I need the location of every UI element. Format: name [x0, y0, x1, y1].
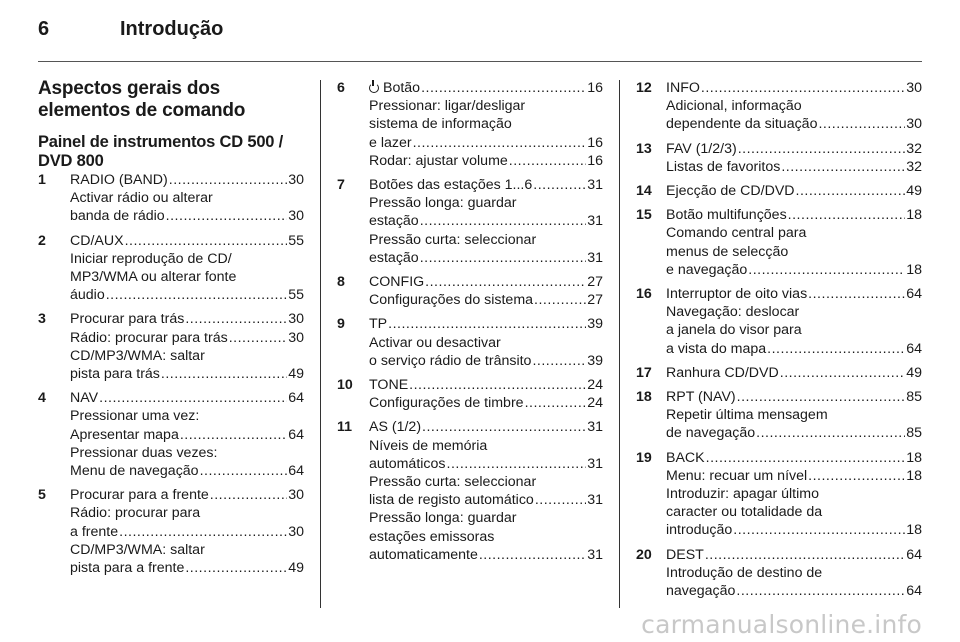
entry-line [369, 152, 603, 170]
page-reference-link[interactable]: 18 [906, 522, 922, 539]
entry-line [369, 334, 603, 352]
entry-line [369, 437, 603, 455]
entry-number: 7 [337, 177, 345, 194]
entry-text: Interruptor de oito vias [666, 286, 808, 303]
entry-text: Ranhura CD/DVD [666, 364, 779, 381]
page-reference-link[interactable]: 49 [288, 366, 304, 383]
dot-leader [210, 486, 287, 504]
dot-leader [169, 171, 287, 189]
entry-text: estação [369, 213, 419, 230]
entry-line [70, 189, 304, 207]
entry-text: RPT (NAV) [666, 389, 736, 406]
entry-line [369, 315, 603, 333]
entry-text: Activar rádio ou alterar [70, 190, 213, 207]
entry-text: Rodar: ajustar volume [369, 152, 508, 169]
entry-line [666, 261, 922, 279]
control-entry-7 [337, 176, 603, 267]
entry-text: Pressionar: ligar/desligar [369, 98, 526, 115]
entry-number: 3 [38, 311, 46, 328]
entry-text: a frente [70, 523, 119, 540]
entry-text: Botões das estações 1...6 [369, 177, 533, 194]
control-entry-11 [337, 418, 603, 564]
dot-leader [422, 418, 586, 436]
control-entry-19 [636, 449, 922, 540]
control-entry-10 [337, 376, 603, 412]
control-entry-20 [636, 546, 922, 601]
dot-leader [180, 426, 287, 444]
dot-leader [756, 424, 905, 442]
entry-line [369, 231, 603, 249]
entry-line [70, 268, 304, 286]
entry-text: Comando central para [666, 225, 807, 242]
entry-number: 14 [636, 183, 652, 200]
page-reference-link[interactable]: 18 [906, 467, 922, 484]
entry-text: a janela do visor para [666, 322, 802, 339]
entry-text: Níveis de memória [369, 437, 488, 454]
entry-line [369, 176, 603, 194]
dot-leader [409, 376, 586, 394]
page-reference-link[interactable]: 31 [587, 546, 603, 563]
entry-text: AS (1/2) [369, 419, 422, 436]
entry-line [369, 212, 603, 230]
page-reference-link[interactable]: 64 [288, 463, 304, 480]
entries-column-2 [337, 79, 603, 564]
entry-text: RADIO (BAND) [70, 172, 168, 188]
page-reference-link[interactable]: 30 [906, 80, 922, 96]
page-reference-link[interactable]: 64 [288, 426, 304, 443]
dot-leader [788, 206, 906, 224]
entry-text: navegação [666, 583, 736, 600]
entry-line [666, 340, 922, 358]
entry-number: 15 [636, 207, 652, 224]
dot-leader [185, 310, 287, 328]
page-reference-link[interactable]: 16 [587, 152, 603, 169]
entry-line [666, 321, 922, 339]
entry-text: Pressão longa: guardar [369, 195, 517, 212]
entry-text: dependente da situação [666, 116, 818, 133]
dot-leader [420, 249, 587, 267]
entry-line [666, 388, 922, 406]
control-entry-13 [636, 140, 922, 176]
power-icon [369, 83, 379, 93]
page-reference-link[interactable]: 30 [288, 329, 304, 346]
entry-text: Listas de favoritos [666, 158, 781, 175]
entry-line [666, 158, 922, 176]
entry-text: pista para trás [70, 366, 160, 383]
watermark: carmanualsonline.info [641, 610, 922, 639]
page-reference-link[interactable]: 30 [288, 208, 304, 225]
entry-line [369, 352, 603, 370]
entry-line [70, 462, 304, 480]
entry-text: Configurações do sistema [369, 292, 534, 309]
entry-line [666, 303, 922, 321]
entry-text: TONE [369, 377, 409, 394]
entry-line [70, 250, 304, 268]
entry-number: 4 [38, 390, 46, 407]
entry-text: sistema de informação [369, 116, 512, 133]
entry-text: Procurar para trás [70, 311, 185, 328]
dot-leader [780, 364, 905, 382]
page-reference-link[interactable]: 30 [288, 172, 304, 188]
entry-text: MP3/WMA ou alterar fonte [70, 269, 237, 286]
entry-line [70, 541, 304, 559]
page-reference-link[interactable]: 30 [288, 311, 304, 328]
entry-text: BACK [666, 449, 705, 466]
entry-line [666, 582, 922, 600]
entry-line [666, 485, 922, 503]
entry-text: FAV (1/2/3) [666, 140, 737, 157]
entry-line [70, 207, 304, 225]
page-number: 6 [38, 18, 50, 40]
entry-text: o serviço rádio de trânsito [369, 352, 532, 369]
page-reference-link[interactable]: 64 [906, 286, 922, 303]
entry-line [369, 291, 603, 309]
page-reference-link[interactable]: 18 [906, 261, 922, 278]
entry-text: Pressionar uma vez: [70, 408, 200, 425]
entry-text: a vista do mapa [666, 340, 767, 357]
control-entry-4 [38, 389, 304, 480]
entry-number: 10 [337, 377, 353, 394]
entry-number: 18 [636, 389, 652, 406]
entry-line [666, 206, 922, 224]
dot-leader [425, 273, 586, 291]
entry-line [666, 467, 922, 485]
column-3 [636, 79, 922, 606]
entry-text: introdução [666, 522, 733, 539]
page-reference-link[interactable]: 31 [587, 492, 603, 509]
entry-line [70, 365, 304, 383]
control-entry-5 [38, 486, 304, 577]
dot-leader [705, 546, 905, 564]
dot-leader [125, 232, 288, 250]
entry-text: Pressão curta: seleccionar [369, 474, 537, 491]
chapter-title: Introdução [120, 18, 224, 40]
entry-line [70, 486, 304, 504]
dot-leader [808, 467, 905, 485]
page-reference-link[interactable]: 18 [906, 207, 922, 224]
section-title: Aspectos gerais dos elementos de comando [38, 78, 246, 121]
entry-line [70, 329, 304, 347]
page-reference-link[interactable]: 16 [587, 134, 603, 151]
entry-line [666, 521, 922, 539]
page-reference-link[interactable]: 27 [587, 274, 603, 291]
entry-line [666, 364, 922, 382]
page-reference-link[interactable]: 32 [906, 140, 922, 157]
entry-text: Repetir última mensagem [666, 407, 828, 424]
entry-line [369, 376, 603, 394]
entry-line [70, 444, 304, 462]
entries-column-3 [636, 79, 922, 600]
entry-text: Botão multifunções [666, 207, 787, 224]
dot-leader [185, 559, 287, 577]
dot-leader [420, 212, 587, 230]
dot-leader [738, 140, 906, 158]
entry-text: CD/MP3/WMA: saltar [70, 541, 205, 558]
page-reference-link[interactable]: 64 [906, 583, 922, 600]
entry-text: Iniciar reprodução de CD/ [70, 250, 232, 267]
page-reference-link[interactable]: 64 [906, 340, 922, 357]
entry-text: Pressão longa: guardar [369, 510, 517, 527]
page-reference-link[interactable]: 31 [587, 213, 603, 230]
subsection-title: Painel de instrumentos CD 500 / DVD 800 [38, 133, 284, 170]
entry-line [369, 491, 603, 509]
entry-number: 17 [636, 364, 652, 381]
dot-leader [767, 340, 905, 358]
entries-column-1 [38, 171, 304, 577]
entry-text: Procurar para a frente [70, 487, 209, 504]
page-reference-link[interactable]: 31 [587, 177, 603, 194]
entry-text: Pressionar duas vezes: [70, 444, 218, 461]
entry-number: 16 [636, 286, 652, 303]
dot-leader [119, 523, 287, 541]
control-entry-12 [636, 79, 922, 134]
column-divider [619, 80, 620, 608]
entry-line [369, 509, 603, 527]
control-entry-17 [636, 364, 922, 382]
entry-text: estações emissoras [369, 528, 495, 545]
entry-text: INFO [666, 80, 700, 96]
entry-line [666, 503, 922, 521]
entry-text: automaticamente [369, 546, 478, 563]
entry-number: 8 [337, 274, 345, 291]
dot-leader [737, 388, 906, 406]
dot-leader [532, 352, 586, 370]
entry-number: 2 [38, 232, 46, 249]
entry-text: NAV [70, 390, 99, 407]
entry-line [666, 182, 922, 200]
control-entry-18 [636, 388, 922, 443]
control-entry-1 [38, 171, 304, 226]
page-reference-link[interactable]: 39 [587, 316, 603, 333]
entry-line [666, 285, 922, 303]
entry-text: Menu de navegação [70, 463, 199, 480]
entry-number: 5 [38, 487, 46, 504]
entry-text: CD/MP3/WMA: saltar [70, 347, 205, 364]
entry-text: CD/AUX [70, 232, 124, 249]
entry-line [666, 564, 922, 582]
column-divider [320, 80, 321, 608]
dot-leader [229, 329, 288, 347]
entry-line [666, 449, 922, 467]
dot-leader [533, 176, 586, 194]
entry-line [70, 407, 304, 425]
control-entry-3 [38, 310, 304, 383]
entry-line [666, 115, 922, 133]
control-entry-15 [636, 206, 922, 279]
entry-text: Navegação: deslocar [666, 304, 800, 321]
page-reference-link[interactable]: 85 [906, 389, 922, 406]
entry-text: DEST [666, 546, 704, 563]
dot-leader [808, 285, 905, 303]
entry-line [666, 406, 922, 424]
dot-leader [161, 365, 287, 383]
entry-text: Apresentar mapa [70, 426, 179, 443]
column-1 [38, 78, 304, 583]
entry-text: estação [369, 249, 419, 266]
entry-number: 11 [337, 419, 352, 436]
entry-line [369, 79, 603, 97]
page-reference-link[interactable]: 64 [288, 390, 304, 407]
page-reference-link[interactable]: 49 [906, 183, 922, 200]
dot-leader [535, 491, 586, 509]
entry-text: pista para a frente [70, 560, 185, 577]
dot-leader [818, 115, 905, 133]
entry-line [369, 455, 603, 473]
entry-line [369, 394, 603, 412]
dot-leader [534, 291, 586, 309]
entry-line [369, 134, 603, 152]
page-reference-link[interactable]: 64 [906, 546, 922, 563]
control-entry-16 [636, 285, 922, 358]
entry-number: 19 [636, 449, 652, 466]
entry-text: Adicional, informação [666, 98, 802, 115]
entry-line [70, 559, 304, 577]
entry-line [369, 273, 603, 291]
control-entry-14 [636, 182, 922, 200]
dot-leader [796, 182, 906, 200]
entry-line [70, 523, 304, 541]
control-entry-6 [337, 79, 603, 170]
control-entry-9 [337, 315, 603, 370]
entry-line [369, 418, 603, 436]
entry-text: TP [369, 316, 388, 333]
page-reference-link[interactable]: 24 [587, 377, 603, 394]
entry-line [369, 528, 603, 546]
header-rule [38, 61, 922, 62]
entry-line [369, 115, 603, 133]
entry-line [666, 140, 922, 158]
entry-text: e navegação [666, 261, 748, 278]
entry-text: Configurações de timbre [369, 395, 524, 412]
entry-text: automáticos [369, 455, 446, 472]
page-reference-link[interactable]: 39 [587, 352, 603, 369]
dot-leader [421, 79, 586, 97]
page-reference-link[interactable]: 27 [587, 292, 603, 309]
dot-leader [509, 152, 586, 170]
entry-line [666, 97, 922, 115]
page-reference-link[interactable]: 49 [906, 364, 922, 381]
entry-text: caracter ou totalidade da [666, 504, 823, 521]
entry-text: menus de selecção [666, 243, 789, 260]
dot-leader [447, 455, 587, 473]
column-2 [337, 79, 603, 570]
entry-text: Introdução de destino de [666, 564, 823, 581]
entry-line [666, 546, 922, 564]
dot-leader [736, 582, 905, 600]
page-reference-link[interactable]: 55 [288, 232, 304, 249]
dot-leader [388, 315, 586, 333]
entry-text: Rádio: procurar para trás [70, 329, 228, 346]
entry-line [369, 473, 603, 491]
entry-text: Botão [383, 80, 421, 96]
entry-text: banda de rádio [70, 208, 165, 225]
page-reference-link[interactable]: 31 [587, 455, 603, 472]
entry-text: lista de registo automático [369, 492, 534, 509]
entry-line [369, 194, 603, 212]
page-reference-link[interactable]: 55 [288, 287, 304, 304]
page-reference-link[interactable]: 32 [906, 158, 922, 175]
dot-leader [781, 158, 905, 176]
page-reference-link[interactable]: 30 [288, 523, 304, 540]
dot-leader [733, 521, 905, 539]
control-entry-8 [337, 273, 603, 309]
entry-text: Introduzir: apagar último [666, 486, 819, 503]
dot-leader [99, 389, 287, 407]
entry-text: de navegação [666, 425, 756, 442]
control-entry-2 [38, 232, 304, 305]
entry-line [70, 347, 304, 365]
page-reference-link[interactable]: 31 [587, 419, 603, 436]
page-reference-link[interactable]: 24 [587, 395, 603, 412]
entry-line [70, 171, 304, 189]
entry-line [666, 79, 922, 97]
page-reference-link[interactable]: 85 [906, 425, 922, 442]
dot-leader [106, 286, 288, 304]
dot-leader [525, 394, 587, 412]
entry-line [70, 286, 304, 304]
entry-number: 9 [337, 316, 345, 333]
entry-line [70, 310, 304, 328]
entry-number: 20 [636, 546, 652, 563]
entry-text: Pressão curta: seleccionar [369, 231, 537, 248]
dot-leader [166, 207, 288, 225]
page-reference-link[interactable]: 16 [587, 80, 603, 96]
dot-leader [706, 449, 906, 467]
dot-leader [748, 261, 905, 279]
entry-number: 1 [38, 172, 46, 188]
entry-text: CONFIG [369, 274, 425, 291]
entry-line [666, 224, 922, 242]
entry-line [666, 243, 922, 261]
entry-line [369, 546, 603, 564]
entry-text: Ejecção de CD/DVD [666, 183, 795, 200]
page-reference-link[interactable]: 49 [288, 560, 304, 577]
entry-line [70, 389, 304, 407]
page-reference-link[interactable]: 30 [288, 487, 304, 504]
entry-number: 6 [337, 80, 345, 96]
dot-leader [479, 546, 586, 564]
entry-text: e lazer [369, 134, 412, 151]
entry-line [369, 97, 603, 115]
dot-leader [200, 462, 288, 480]
page-reference-link[interactable]: 31 [587, 249, 603, 266]
dot-leader [413, 134, 587, 152]
entry-text: Activar ou desactivar [369, 334, 501, 351]
entry-line [70, 504, 304, 522]
entry-number: 12 [636, 80, 652, 96]
entry-line [666, 424, 922, 442]
entry-line [70, 426, 304, 444]
entry-text: áudio [70, 287, 105, 304]
entry-text: Menu: recuar um nível [666, 467, 808, 484]
entry-number: 13 [636, 140, 652, 157]
page-reference-link[interactable]: 30 [906, 116, 922, 133]
dot-leader [701, 79, 905, 97]
entry-line [70, 232, 304, 250]
page-reference-link[interactable]: 18 [906, 449, 922, 466]
entry-line [369, 249, 603, 267]
entry-text: Rádio: procurar para [70, 505, 201, 522]
